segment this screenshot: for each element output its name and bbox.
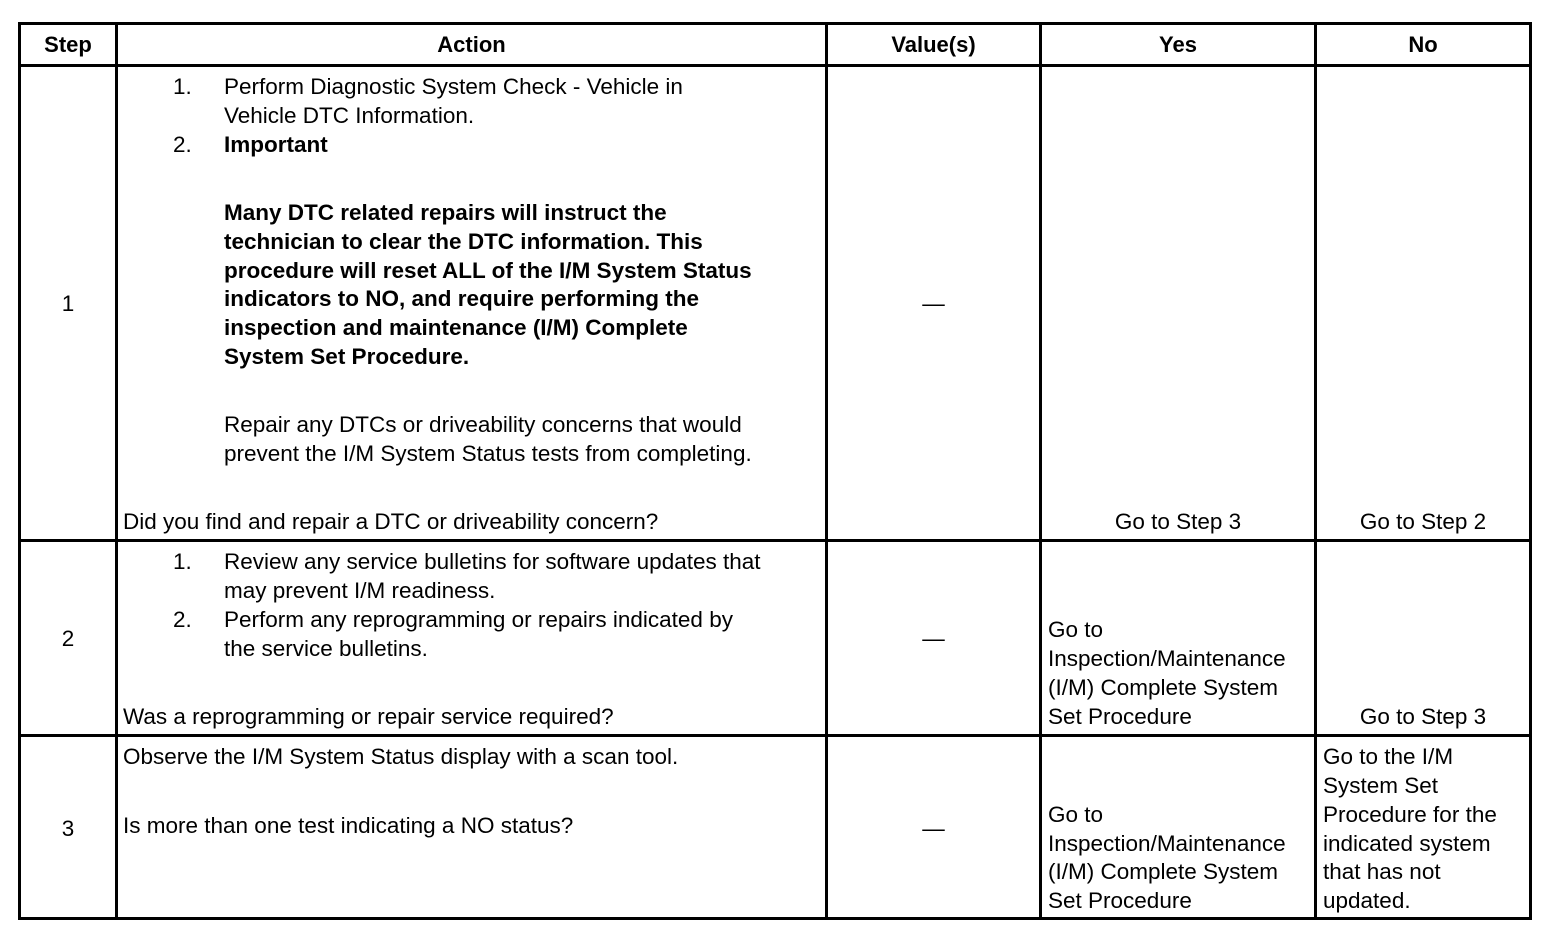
action-line: Perform any reprogramming or repairs indicated by (224, 607, 733, 632)
col-divider-step (115, 25, 118, 917)
important-text: inspection and maintenance (I/M) Complete (224, 315, 688, 340)
important-text: Many DTC related repairs will instruct the (224, 200, 667, 225)
row-divider-1 (21, 539, 1529, 542)
action-line: Observe the I/M System Status display with a scan tool. (123, 744, 679, 769)
note-text: prevent the I/M System Status tests from completing. (224, 441, 752, 466)
item-number: 2. (173, 132, 192, 157)
header-step: Step (44, 32, 92, 57)
value-cell: — (922, 626, 945, 651)
value-cell: — (922, 816, 945, 841)
no-result: Go to the I/M (1323, 744, 1454, 769)
no-result: updated. (1323, 888, 1411, 913)
yes-result: (I/M) Complete System (1048, 675, 1279, 700)
question-text: Was a reprogramming or repair service required? (123, 704, 614, 729)
header-values: Value(s) (891, 32, 976, 57)
col-divider-yes (1314, 25, 1317, 917)
diagnostic-table (18, 22, 1532, 920)
action-line: Perform Diagnostic System Check - Vehicle in (224, 74, 683, 99)
yes-result: Go to (1048, 617, 1104, 642)
header-yes: Yes (1159, 32, 1197, 57)
header-action: Action (437, 32, 506, 57)
header-no: No (1408, 32, 1438, 57)
important-text: indicators to NO, and require performing the (224, 286, 700, 311)
header-divider (21, 64, 1529, 67)
no-result: Procedure for the (1323, 802, 1497, 827)
action-line: Review any service bulletins for software updates that (224, 549, 761, 574)
yes-result: (I/M) Complete System (1048, 859, 1279, 884)
no-result: Go to Step 3 (1359, 704, 1487, 729)
action-line: the service bulletins. (224, 636, 428, 661)
yes-result: Go to Step 3 (1114, 509, 1242, 534)
yes-result: Set Procedure (1048, 704, 1192, 729)
step-number: 3 (61, 816, 75, 841)
question-text: Is more than one test indicating a NO status? (123, 813, 574, 838)
item-number: 1. (173, 74, 192, 99)
no-result: that has not (1323, 859, 1441, 884)
value-cell: — (922, 291, 945, 316)
yes-result: Set Procedure (1048, 888, 1192, 913)
important-text: System Set Procedure. (224, 344, 470, 369)
action-line: may prevent I/M readiness. (224, 578, 496, 603)
yes-result: Inspection/Maintenance (1048, 831, 1286, 856)
step-number: 1 (61, 291, 75, 316)
important-text: technician to clear the DTC information. This (224, 229, 703, 254)
no-result: System Set (1323, 773, 1439, 798)
action-line: Vehicle DTC Information. (224, 103, 475, 128)
note-text: Repair any DTCs or driveability concerns that would (224, 412, 742, 437)
yes-result: Inspection/Maintenance (1048, 646, 1286, 671)
no-result: Go to Step 2 (1359, 509, 1487, 534)
important-text: procedure will reset ALL of the I/M System Status (224, 258, 752, 283)
col-divider-values (1039, 25, 1042, 917)
important-heading: Important (224, 132, 328, 157)
item-number: 2. (173, 607, 192, 632)
yes-result: Go to (1048, 802, 1104, 827)
item-number: 1. (173, 549, 192, 574)
col-divider-action (825, 25, 828, 917)
row-divider-2 (21, 734, 1529, 737)
no-result: indicated system (1323, 831, 1491, 856)
question-text: Did you find and repair a DTC or driveability concern? (123, 509, 659, 534)
step-number: 2 (61, 626, 75, 651)
